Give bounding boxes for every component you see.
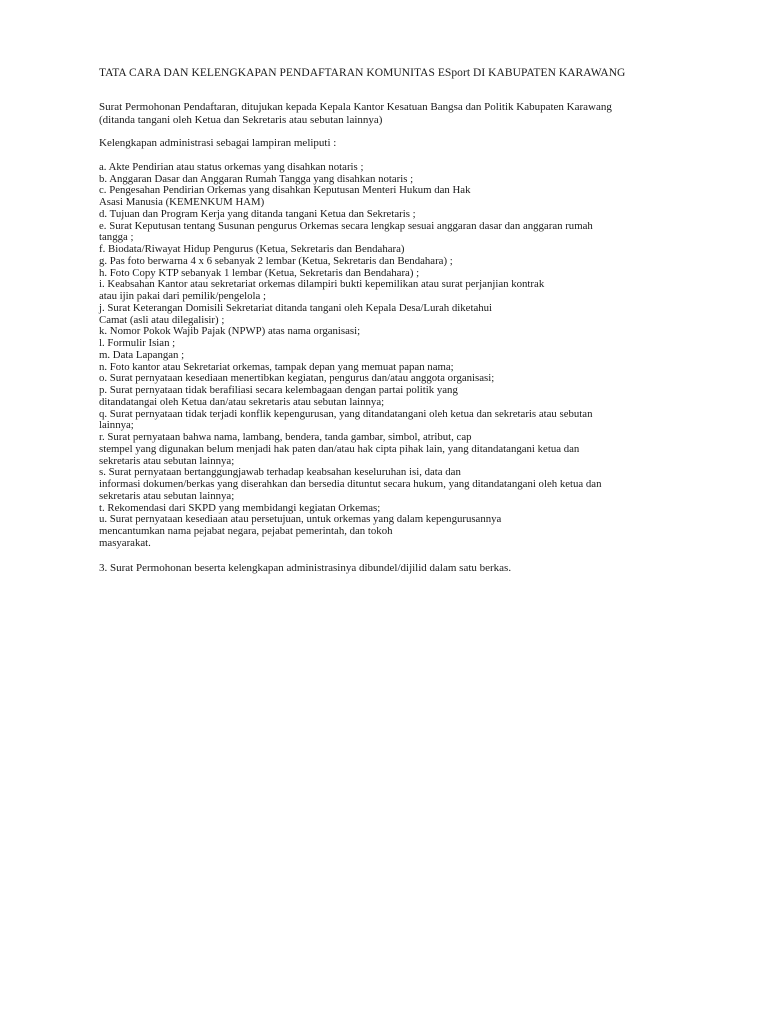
requirement-line: masyarakat. (99, 536, 151, 549)
requirement-item (99, 326, 689, 338)
requirement-item (99, 303, 689, 327)
requirement-line: j. Surat Keterangan Domisili Sekretariat ditanda tangani oleh Kepala Desa/Lurah diketahui (99, 301, 493, 314)
closing-paragraph: 3. Surat Permohonan beserta kelengkapan administrasinya dibundel/dijilid dalam satu berkas. (99, 561, 512, 574)
requirement-line: atau ijin pakai dari pemilik/pengelola ; (99, 290, 266, 303)
requirement-line: tangga ; (99, 231, 134, 244)
requirement-line: u. Surat pernyataan kesediaan atau persetujuan, untuk orkemas yang dalam kepengurusannya (99, 513, 502, 526)
intro-line: Surat Permohonan Pendaftaran, ditujukan kepada Kepala Kantor Kesatuan Bangsa dan Politik Kabupaten Karawang (99, 101, 612, 113)
requirement-item (99, 514, 689, 549)
requirement-line: p. Surat pernyataan tidak berafiliasi secara kelembagaan dengan partai politik yang (99, 384, 458, 397)
requirement-line: stempel yang digunakan belum menjadi hak paten dan/atau hak cipta pihak lain, yang ditandatangani ketua dan (99, 442, 580, 455)
requirement-line: c. Pengesahan Pendirian Orkemas yang disahkan Keputusan Menteri Hukum dan Hak (99, 184, 471, 197)
requirement-item (99, 385, 689, 409)
requirement-line: Asasi Manusia (KEMENKUM HAM) (99, 196, 265, 209)
requirement-line: b. Anggaran Dasar dan Anggaran Rumah Tangga yang disahkan notaris ; (99, 172, 414, 185)
requirement-line: o. Surat pernyataan kesediaan menertibkan kegiatan, pengurus dan/atau anggota organisasi; (99, 372, 495, 385)
requirement-line: h. Foto Copy KTP sebanyak 1 lembar (Ketua, Sekretaris dan Bendahara) ; (99, 266, 420, 279)
requirement-item (99, 256, 689, 268)
attachment-lead: Kelengkapan administrasi sebagai lampiran meliputi : (99, 137, 337, 150)
requirement-item (99, 350, 689, 362)
requirement-line: g. Pas foto berwarna 4 x 6 sebanyak 2 lembar (Ketua, Sekretaris dan Bendahara) ; (99, 254, 453, 267)
requirement-line: i. Keabsahan Kantor atau sekretariat orkemas dilampiri bukti kepemilikan atau surat perjanjian kontrak (99, 278, 545, 291)
requirements-list (99, 162, 689, 550)
requirement-line: informasi dokumen/berkas yang diserahkan dan bersedia dituntut secara hukum, yang ditandatangani oleh ketua dan (99, 478, 602, 491)
requirement-item (99, 338, 689, 350)
requirement-line: lainnya; (99, 419, 134, 432)
intro-paragraph (99, 101, 689, 126)
requirement-item (99, 209, 689, 221)
requirement-line: s. Surat pernyataan bertanggungjawab terhadap keabsahan keseluruhan isi, data dan (99, 466, 461, 479)
requirement-line: m. Data Lapangan ; (99, 348, 185, 361)
requirement-line: sekretaris atau sebutan lainnya; (99, 454, 235, 467)
requirement-line: ditandatangai oleh Ketua dan/atau sekretaris atau sebutan lainnya; (99, 395, 385, 408)
requirement-item (99, 221, 689, 245)
document-page (99, 66, 689, 574)
requirement-item (99, 185, 689, 209)
requirement-item (99, 467, 689, 502)
requirement-line: n. Foto kantor atau Sekretariat orkemas, tampak depan yang memuat papan nama; (99, 360, 454, 373)
requirement-item (99, 279, 689, 303)
requirement-line: sekretaris atau sebutan lainnya; (99, 489, 235, 502)
document-title: TATA CARA DAN KELENGKAPAN PENDAFTARAN KOMUNITAS ESport DI KABUPATEN KARAWANG (99, 67, 626, 79)
requirement-item (99, 409, 689, 433)
requirement-line: f. Biodata/Riwayat Hidup Pengurus (Ketua, Sekretaris dan Bendahara) (99, 243, 405, 256)
requirement-item (99, 162, 689, 174)
requirement-line: mencantumkan nama pejabat negara, pejabat pemerintah, dan tokoh (99, 525, 393, 538)
requirement-line: a. Akte Pendirian atau status orkemas yang disahkan notaris ; (99, 160, 364, 173)
requirement-line: t. Rekomendasi dari SKPD yang membidangi kegiatan Orkemas; (99, 501, 381, 514)
requirement-line: r. Surat pernyataan bahwa nama, lambang, bendera, tanda gambar, simbol, atribut, cap (99, 431, 472, 444)
requirement-line: q. Surat pernyataan tidak terjadi konflik kepengurusan, yang ditandatangani oleh ketua dan sekretaris atau sebutan (99, 407, 593, 420)
requirement-line: e. Surat Keputusan tentang Susunan pengurus Orkemas secara lengkap sesuai anggaran dasar dan anggaran rumah (99, 219, 593, 232)
requirement-line: k. Nomor Pokok Wajib Pajak (NPWP) atas nama organisasi; (99, 325, 361, 338)
intro-line: (ditanda tangani oleh Ketua dan Sekretaris atau sebutan lainnya) (99, 113, 383, 126)
requirement-line: l. Formulir Isian ; (99, 337, 176, 350)
requirement-line: d. Tujuan dan Program Kerja yang ditanda tangani Ketua dan Sekretaris ; (99, 207, 416, 220)
requirement-item (99, 432, 689, 467)
requirement-line: Camat (asli atau dilegalisir) ; (99, 313, 225, 326)
